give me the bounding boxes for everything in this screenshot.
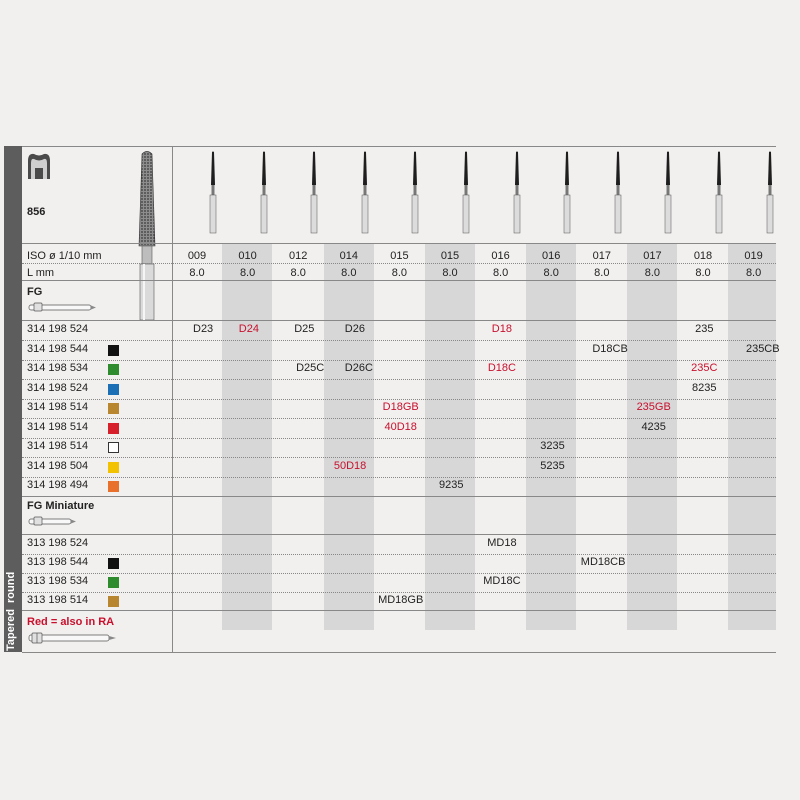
row-rule	[22, 592, 776, 593]
side-label-main: Tapered	[5, 609, 17, 651]
color-ring-swatch	[108, 558, 119, 569]
column-bur-image	[308, 151, 320, 235]
top-rule	[22, 146, 776, 147]
product-cell: 235GB	[636, 401, 671, 413]
length-value: 8.0	[442, 267, 458, 279]
row-rule	[22, 438, 776, 439]
column-bur-image	[561, 151, 573, 235]
shaded-column	[526, 243, 576, 630]
column-bur-image	[359, 151, 371, 235]
iso-value: 017	[643, 250, 662, 262]
length-label: L mm	[27, 267, 55, 279]
row-rule	[22, 379, 776, 380]
product-cell: 4235	[641, 420, 666, 433]
color-ring-swatch	[108, 423, 119, 434]
iso-value: 012	[289, 250, 308, 262]
shaded-column	[728, 243, 776, 630]
column-bur-image	[460, 151, 472, 235]
product-cell: D18GB	[382, 401, 419, 413]
color-ring-swatch	[108, 364, 119, 375]
iso-value: 014	[339, 250, 358, 262]
shaded-column	[222, 243, 272, 630]
iso-value: 015	[390, 250, 409, 262]
color-ring-swatch	[108, 403, 119, 414]
product-code: 313 198 514	[27, 594, 89, 606]
length-value: 8.0	[745, 267, 762, 279]
product-code: 314 198 544	[27, 342, 89, 355]
length-value: 8.0	[239, 267, 256, 279]
product-code: 314 198 514	[27, 420, 89, 433]
length-value: 8.0	[189, 267, 205, 279]
length-value: 8.0	[492, 267, 509, 279]
side-bar	[4, 146, 22, 652]
row-rule	[22, 399, 776, 400]
iso-value: 017	[592, 250, 611, 262]
column-bur-image	[409, 151, 421, 235]
product-cell: D18	[491, 323, 512, 335]
product-code: 314 198 514	[27, 440, 89, 452]
length-value: 8.0	[644, 267, 661, 279]
fg-group-title: FG	[27, 286, 43, 298]
product-cell: D23	[193, 323, 214, 335]
iso-value: 009	[187, 250, 207, 262]
column-bur-image	[207, 151, 219, 235]
color-ring-swatch	[108, 384, 119, 395]
fg-shank-icon	[28, 302, 98, 312]
row-rule	[22, 418, 776, 419]
product-code: 313 198 524	[27, 537, 89, 549]
product-cell: 235CB	[745, 342, 780, 355]
product-cell: D18C	[487, 362, 516, 374]
product-code: 313 198 544	[27, 556, 89, 568]
group-rule	[22, 534, 776, 535]
group-rule	[22, 496, 776, 497]
color-ring-swatch	[108, 462, 119, 473]
length-value: 8.0	[695, 267, 711, 279]
length-value: 8.0	[391, 267, 408, 279]
row-rule	[22, 280, 776, 281]
row-rule	[22, 360, 776, 361]
product-code: 314 198 524	[27, 323, 89, 335]
product-cell: D26	[344, 323, 365, 335]
product-cell: 50D18	[333, 459, 367, 472]
group-rule	[22, 610, 776, 611]
product-code: 314 198 534	[27, 362, 89, 374]
fgm-shank-icon	[28, 516, 78, 526]
iso-value: 019	[744, 250, 763, 262]
product-cell: D24	[238, 323, 259, 335]
color-ring-swatch	[108, 345, 119, 356]
tooth-icon	[26, 151, 52, 181]
column-bur-image	[764, 151, 776, 235]
iso-value: 010	[238, 250, 257, 262]
shaded-column	[627, 243, 677, 630]
length-value: 8.0	[341, 267, 357, 279]
length-value: 8.0	[290, 267, 306, 279]
bottom-rule	[22, 652, 776, 653]
row-rule	[22, 340, 776, 341]
product-cell: MD18CB	[580, 556, 626, 568]
row-rule	[22, 573, 776, 574]
product-cell: MD18	[487, 537, 517, 549]
product-cell: D26C	[344, 362, 373, 374]
product-cell: D25C	[296, 362, 325, 374]
iso-value: 016	[491, 250, 510, 262]
product-cell: 235	[695, 323, 714, 335]
product-cell: 9235	[439, 479, 464, 491]
product-cell: 5235	[540, 459, 565, 472]
product-code: 313 198 534	[27, 575, 89, 587]
iso-label: ISO ø 1/10 mm	[27, 250, 102, 262]
column-bur-image	[612, 151, 624, 235]
red-legend: Red = also in RA	[27, 616, 115, 628]
shaded-column	[425, 243, 475, 630]
color-ring-swatch	[108, 442, 119, 453]
color-ring-swatch	[108, 481, 119, 492]
iso-value: 015	[440, 250, 460, 262]
column-bur-image	[511, 151, 523, 235]
row-rule	[22, 554, 776, 555]
length-value: 8.0	[594, 267, 610, 279]
row-rule	[22, 263, 776, 264]
length-value: 8.0	[543, 267, 559, 279]
product-code: 314 198 524	[27, 381, 89, 394]
product-cell: 40D18	[384, 420, 417, 433]
product-code: 314 198 494	[27, 479, 89, 491]
color-ring-swatch	[108, 596, 119, 607]
product-cell: 8235	[692, 381, 717, 394]
product-cell: MD18C	[483, 575, 521, 587]
column-bur-image	[258, 151, 270, 235]
fgm-group-title: FG Miniature	[27, 500, 95, 512]
product-cell: MD18GB	[378, 594, 424, 606]
side-label-sub: round	[5, 571, 17, 603]
group-rule	[22, 320, 776, 321]
product-code: 314 198 504	[27, 459, 89, 472]
row-rule	[22, 457, 776, 458]
column-bur-image	[662, 151, 674, 235]
product-code: 314 198 514	[27, 401, 89, 413]
shaded-column	[324, 243, 374, 630]
product-cell: D25	[294, 323, 315, 335]
iso-value: 016	[542, 250, 561, 262]
product-cell: 235C	[691, 362, 718, 374]
product-cell: D18CB	[592, 342, 628, 355]
row-rule	[22, 477, 776, 478]
column-bur-image	[713, 151, 725, 235]
ra-shank-icon	[28, 632, 118, 644]
header-rule	[22, 243, 776, 244]
product-cell: 3235	[540, 440, 565, 452]
color-ring-swatch	[108, 577, 119, 588]
figure-number: 856	[27, 206, 46, 218]
large-bur-image	[132, 150, 162, 322]
iso-value: 018	[693, 250, 713, 262]
